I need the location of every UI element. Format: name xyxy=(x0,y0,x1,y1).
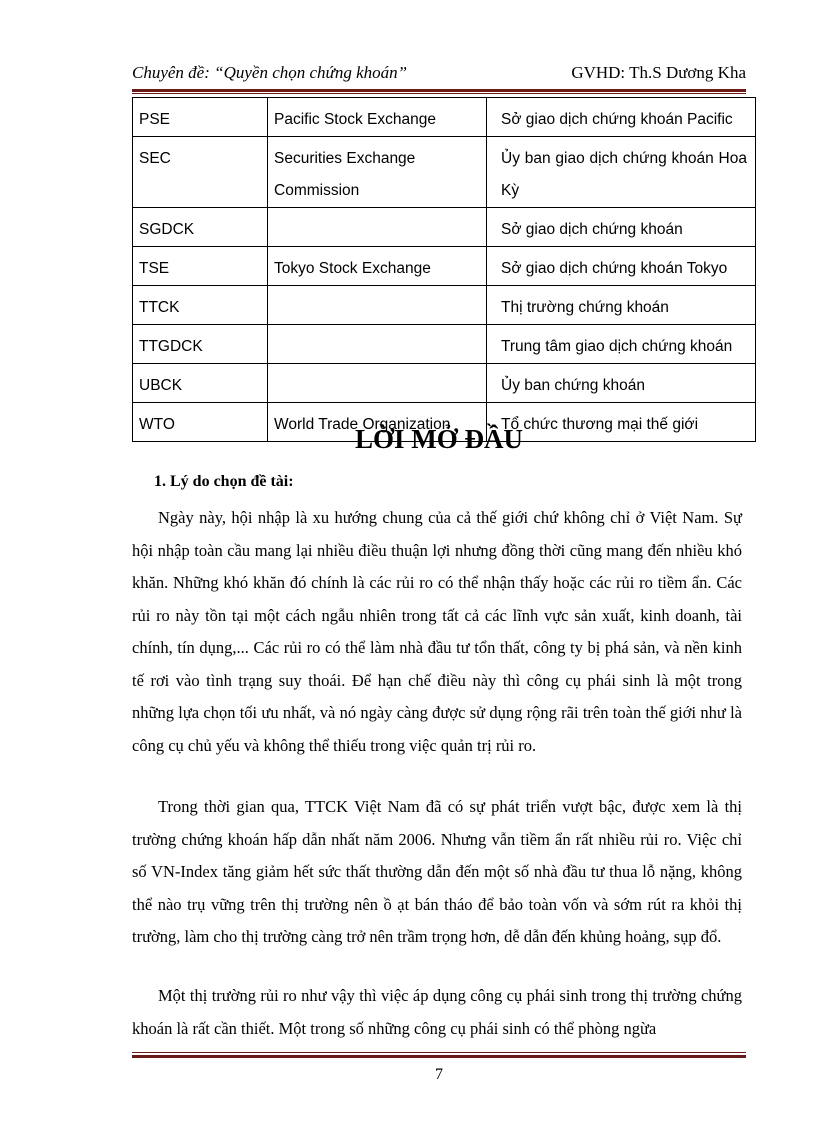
abbreviation-table xyxy=(132,97,756,442)
header-divider-thin xyxy=(132,93,746,94)
english-cell: Securities Exchange Commission xyxy=(268,137,487,208)
abbr-cell: UBCK xyxy=(133,364,268,403)
header-advisor: GVHD: Th.S Dương Kha xyxy=(571,63,746,82)
paragraph-text: Ngày này, hội nhập là xu hướng chung của cả thế giới chứ không chỉ ở Việt Nam. Sự hội nhập toàn cầu mang lại nhiều điều thuận lợi nhưng đồng thời cũng mang đến nhiều khó khăn. Những khó khăn đó chính là các rủi ro có thể nhận thấy hoặc các rủi ro tiềm ẩn. Các rủi ro này tồn tại một cách ngẫu nhiên trong tất cả các lĩnh vực sản xuất, kinh doanh, tài chính, tín dụng,... Các rủi ro có thể làm nhà đầu tư tổn thất, công ty bị phá sản, và nền kinh tế rơi vào tình trạng suy thoái. Để hạn chế điều này thì công cụ phái sinh là một trong những lựa chọn tối ưu nhất, và nó ngày càng được sử dụng rộng rãi trên toàn thế giới như là công cụ chủ yếu và không thể thiếu trong việc quản trị rủi ro. xyxy=(132,508,742,755)
table-row xyxy=(133,247,756,286)
english-cell xyxy=(268,325,487,364)
vietnamese-cell: Trung tâm giao dịch chứng khoán xyxy=(487,325,756,364)
table-row xyxy=(133,364,756,403)
header-topic: Chuyên đề: “Quyền chọn chứng khoán” xyxy=(132,63,408,82)
section-heading: 1. Lý do chọn đề tài: xyxy=(154,473,294,490)
vietnamese-cell: Sở giao dịch chứng khoán Tokyo xyxy=(487,247,756,286)
vietnamese-cell: Ủy ban giao dịch chứng khoán Hoa Kỳ xyxy=(487,137,756,208)
page-header xyxy=(132,59,746,87)
vietnamese-cell: Ủy ban chứng khoán xyxy=(487,364,756,403)
abbr-cell: SEC xyxy=(133,137,268,208)
vietnamese-cell: Sở giao dịch chứng khoán xyxy=(487,208,756,247)
vietnamese-cell: Tổ chức thương mại thế giới xyxy=(487,403,756,442)
english-cell xyxy=(268,286,487,325)
english-cell xyxy=(268,208,487,247)
abbr-cell: TTGDCK xyxy=(133,325,268,364)
english-cell xyxy=(268,364,487,403)
paragraph-text: Trong thời gian qua, TTCK Việt Nam đã có sự phát triển vượt bậc, được xem là thị trường chứng khoán hấp dẫn nhất năm 2006. Nhưng vẫn tiềm ẩn rất nhiều rủi ro. Việc chỉ số VN-Index tăng giảm hết sức thất thường dẫn đến một số nhà đầu tư thua lỗ nặng, không thể nào trụ vững trên thị trường nên ồ ạt bán tháo để bảo toàn vốn và sớm rút ra khỏi thị trường, làm cho thị trường càng trở nên trầm trọng hơn, dễ dẫn đến khủng hoảng, sụp đổ. xyxy=(132,797,742,946)
header-divider xyxy=(132,89,746,92)
page-title: LỜI MỞ ĐẦU xyxy=(355,424,523,454)
english-cell: Pacific Stock Exchange xyxy=(268,98,487,137)
table-row xyxy=(133,98,756,137)
english-cell: World Trade Organization xyxy=(268,403,487,442)
vietnamese-cell: Thị trường chứng khoán xyxy=(487,286,756,325)
abbr-cell: TTCK xyxy=(133,286,268,325)
table-row xyxy=(133,137,756,208)
table-row xyxy=(133,325,756,364)
footer-divider xyxy=(132,1055,746,1058)
paragraph-text: Một thị trường rủi ro như vậy thì việc áp dụng công cụ phái sinh trong thị trường chứng khoán là rất cần thiết. Một trong số những công cụ phái sinh có thể phòng ngừa xyxy=(132,986,742,1038)
abbr-cell: SGDCK xyxy=(133,208,268,247)
table-row xyxy=(133,208,756,247)
paragraph-3 xyxy=(132,980,742,1045)
abbr-cell: PSE xyxy=(133,98,268,137)
abbr-cell: WTO xyxy=(133,403,268,442)
vietnamese-cell: Sở giao dịch chứng khoán Pacific xyxy=(487,98,756,137)
paragraph-1 xyxy=(132,502,742,762)
paragraph-2 xyxy=(132,791,742,954)
page-number: 7 xyxy=(435,1066,443,1083)
english-cell: Tokyo Stock Exchange xyxy=(268,247,487,286)
abbr-cell: TSE xyxy=(133,247,268,286)
table-row xyxy=(133,286,756,325)
footer-divider-thin xyxy=(132,1052,746,1053)
